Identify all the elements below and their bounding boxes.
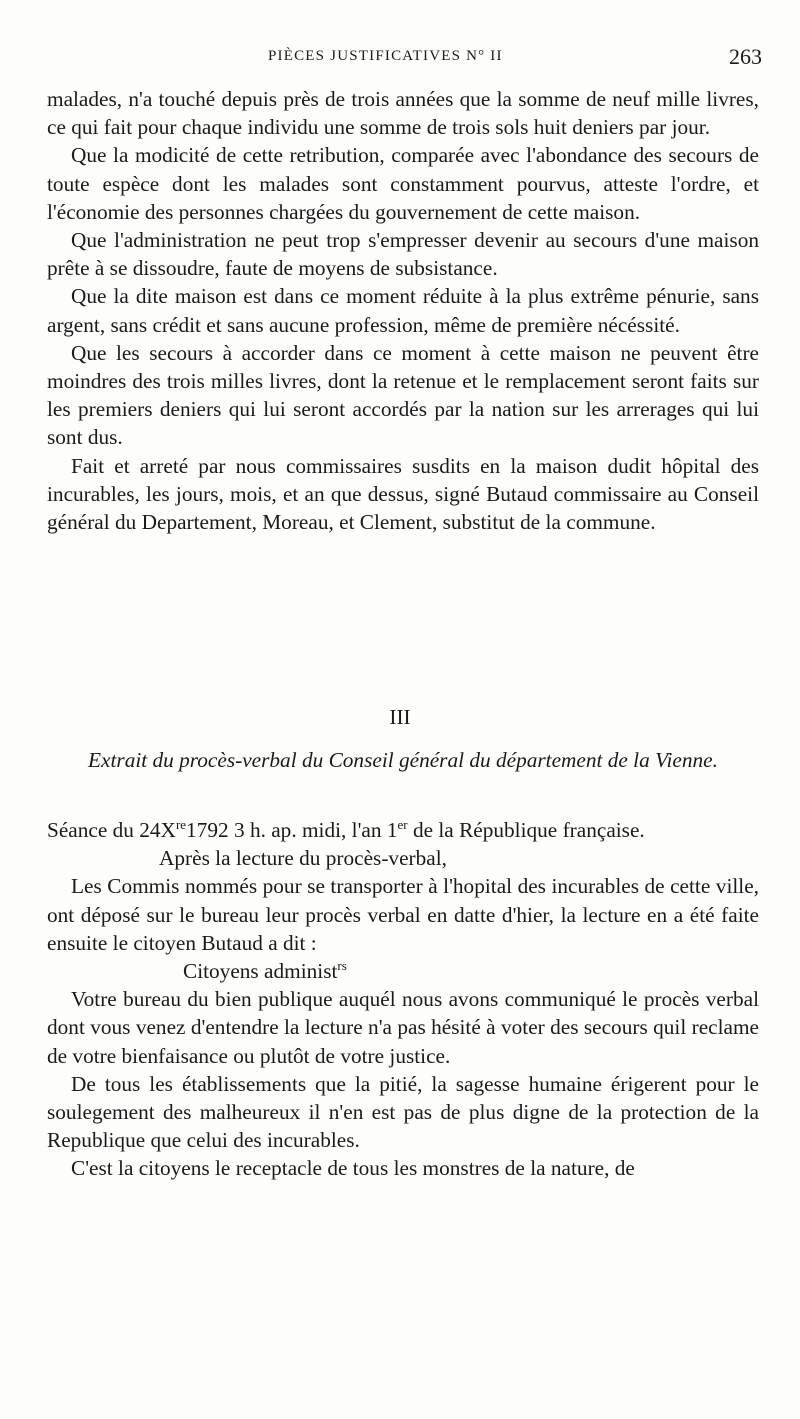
section-number: III bbox=[389, 705, 411, 729]
running-title: PIÈCES JUSTIFICATIVES N° II bbox=[268, 48, 503, 64]
page-number: 263 bbox=[729, 44, 762, 69]
paragraph: malades, n'a touché depuis près de trois années que la somme de neuf mille livres, ce qui fait pour chaque individu une somme de trois sols huit deniers par jour. bbox=[47, 87, 759, 140]
reading-line: Après la lecture du procès-verbal, bbox=[159, 846, 447, 871]
session-middle: 1792 3 h. ap. midi, l'an 1 bbox=[186, 818, 398, 842]
body-text bbox=[47, 85, 759, 536]
paragraph: Que la modicité de cette retribution, comparée avec l'abondance des secours de toute espèce dont les malades sont constamment pourvus, atteste l'ordre, et l'économie des personnes chargées du gouvernement de cette maison. bbox=[47, 143, 759, 224]
session-sup-er: er bbox=[397, 816, 408, 832]
paragraph: Que les secours à accorder dans ce moment à cette maison ne peuvent être moindres des trois milles livres, dont la retenue et le remplacement seront faits sur les premiers deniers qui lui seront accordés par la nation sur les arrerages qui lui sont dus. bbox=[47, 340, 759, 450]
paragraph: Fait et arreté par nous commissaires susdits en la maison dudit hôpital des incurables, les jours, mois, et an que dessus, signé Butaud commissaire au Conseil général du Departement, Moreau, et Clement, substitut de la commune. bbox=[47, 453, 759, 535]
running-header bbox=[0, 44, 800, 74]
paragraph: Que l'administration ne peut trop s'empresser devenir au secours d'une maison prête à se dissoudre, faute de moyens de subsistance. bbox=[47, 228, 759, 281]
salutation-sup: rs bbox=[337, 957, 347, 973]
paragraph: De tous les établissements que la pitié, la sagesse humaine érigerent pour le soulegement des malheureux il n'en est pas de plus digne de la protection de la Republique que celui des incurables. bbox=[47, 1071, 759, 1153]
session-suffix: de la République française. bbox=[407, 818, 645, 842]
section-heading: Extrait du procès-verbal du Conseil général du département de la Vienne. bbox=[88, 748, 718, 772]
paragraph: Que la dite maison est dans ce moment réduite à la plus extrême pénurie, sans argent, sans crédit et sans aucune profession, même de première nécéssité. bbox=[47, 284, 759, 337]
session-sup-re: re bbox=[175, 816, 187, 832]
paragraph: Votre bureau du bien publique auquél nous avons communiqué le procès verbal dont vous venez d'entendre la lecture n'a pas hésité à voter des secours quil reclame de votre bienfaisance ou plutôt de votre justice. bbox=[47, 987, 759, 1068]
section-body bbox=[47, 816, 759, 1183]
session-prefix: Séance du 24X bbox=[47, 818, 176, 842]
paragraph: C'est la citoyens le receptacle de tous les monstres de la nature, de bbox=[71, 1156, 635, 1181]
salutation-text: Citoyens administ bbox=[183, 959, 338, 984]
session-line bbox=[47, 816, 759, 844]
salutation bbox=[47, 957, 759, 985]
commis-paragraph: Les Commis nommés pour se transporter à l'hopital des incurables de cette ville, ont déposé sur le bureau leur procès verbal en datte d'hier, la lecture en a été faite ensuite le citoyen Butaud a dit : bbox=[47, 874, 759, 955]
